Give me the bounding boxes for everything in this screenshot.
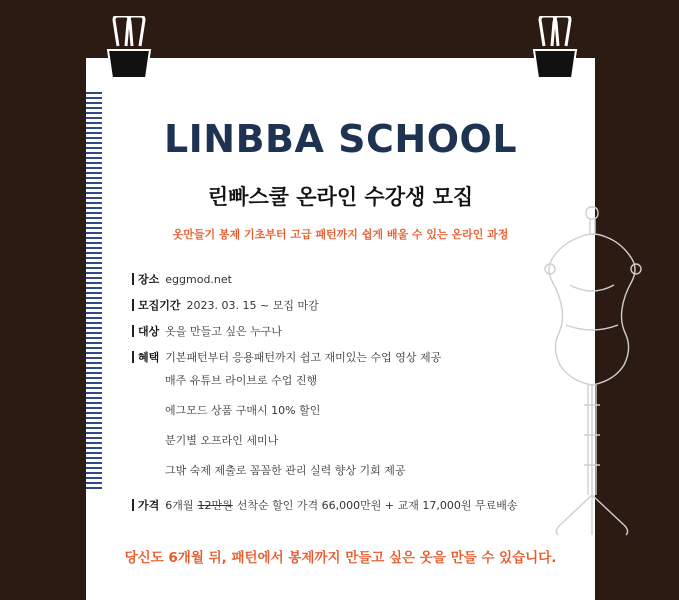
price-label: 가격: [138, 499, 160, 512]
row-marker: [132, 273, 134, 285]
target-label: 대상: [138, 325, 160, 338]
period-label: 모집기간: [138, 299, 181, 312]
price-detail: 선착순 할인 가격 66,000만원 + 교재 17,000원 무료배송: [236, 499, 518, 512]
benefit-item: 기본패턴부터 응용패턴까지 쉽고 재미있는 수업 영상 제공: [165, 351, 442, 364]
place-value: eggmod.net: [165, 272, 232, 286]
benefit-item: 분기별 오프라인 세미나: [165, 434, 279, 447]
benefit-item: 그밖 숙제 제출로 꼼꼼한 관리 실력 향상 기회 제공: [165, 464, 406, 477]
row-marker: [132, 351, 134, 363]
benefit-item: 매주 유튜브 라이브로 수업 진행: [165, 374, 318, 387]
price-original: 12만원: [197, 499, 233, 512]
place-label: 장소: [138, 273, 160, 286]
row-marker: [132, 299, 134, 311]
row-marker: [132, 499, 134, 511]
info-row-place: [132, 268, 572, 290]
footer-message: 당신도 6개월 뒤, 패턴에서 봉제까지 만들고 싶은 옷을 만들 수 있습니다.: [124, 550, 557, 566]
info-row-period: [132, 294, 572, 316]
target-value: 옷을 만들고 싶은 누구나: [165, 325, 283, 338]
info-list: [132, 268, 572, 372]
page-subtitle: 린빠스쿨 온라인 수강생 모집: [207, 185, 474, 209]
benefit-item: 에그모드 상품 구매시 10% 할인: [165, 404, 321, 417]
tagline: 옷만들기 봉제 기초부터 고급 패턴까지 쉽게 배울 수 있는 온라인 과정: [172, 228, 509, 241]
price-period: 6개월: [165, 499, 194, 512]
row-marker: [132, 325, 134, 337]
benefit-label: 혜택: [138, 351, 160, 364]
info-row-price: [132, 497, 517, 513]
page-title: LINBBA SCHOOL: [163, 117, 518, 161]
info-row-benefit: [132, 346, 572, 368]
binder-clip-icon: [530, 16, 580, 80]
binder-clip-icon: [104, 16, 154, 80]
period-value: 2023. 03. 15 ~ 모집 마감: [186, 299, 319, 312]
info-row-target: [132, 320, 572, 342]
dress-form-icon: [540, 205, 650, 550]
